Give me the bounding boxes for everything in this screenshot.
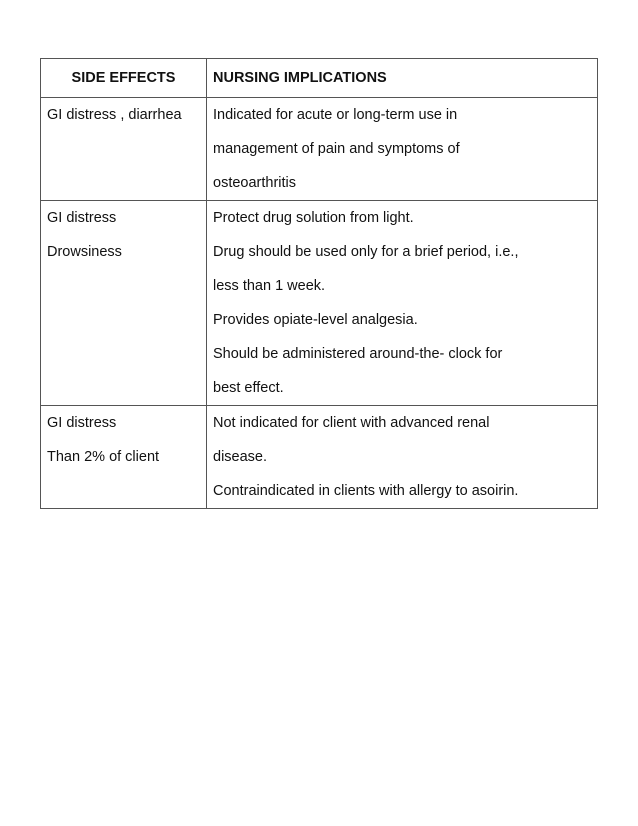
side-effects-cell: [41, 98, 207, 201]
implication-text: osteoarthritis: [213, 175, 297, 191]
table-row: [41, 98, 598, 201]
implication-text: Should be administered around-the- clock for: [213, 346, 503, 362]
side-effect-text: Than 2% of client: [47, 449, 160, 465]
implication-text: Not indicated for client with advanced renal: [213, 415, 490, 431]
implication-text: Provides opiate-level analgesia.: [213, 312, 418, 328]
implication-text: Protect drug solution from light.: [213, 210, 414, 226]
side-effect-text: GI distress: [47, 210, 117, 226]
implication-text: Contraindicated in clients with allergy to asoirin.: [213, 483, 519, 499]
side-effect-text: GI distress: [47, 415, 117, 431]
implication-text: disease.: [213, 449, 268, 465]
nursing-implications-cell: [207, 406, 598, 509]
side-effects-header: SIDE EFFECTS: [41, 59, 207, 98]
table-row: [41, 201, 598, 406]
implication-text: Indicated for acute or long-term use in: [213, 107, 458, 123]
nursing-implications-cell: [207, 98, 598, 201]
drug-table: [40, 58, 598, 509]
implication-text: management of pain and symptoms of: [213, 141, 460, 157]
implication-text: best effect.: [213, 380, 284, 396]
table-header: [41, 59, 598, 98]
nursing-implications-header: NURSING IMPLICATIONS: [207, 59, 598, 98]
table-body: [41, 98, 598, 509]
nursing-implications-cell: [207, 201, 598, 406]
implication-text: less than 1 week.: [213, 278, 326, 294]
side-effect-text: GI distress , diarrhea: [47, 107, 182, 123]
side-effects-cell: [41, 201, 207, 406]
table-row: [41, 406, 598, 509]
header-row: [41, 59, 598, 98]
side-effects-cell: [41, 406, 207, 509]
side-effect-text: Drowsiness: [47, 244, 122, 260]
implication-text: Drug should be used only for a brief period, i.e.,: [213, 244, 519, 260]
